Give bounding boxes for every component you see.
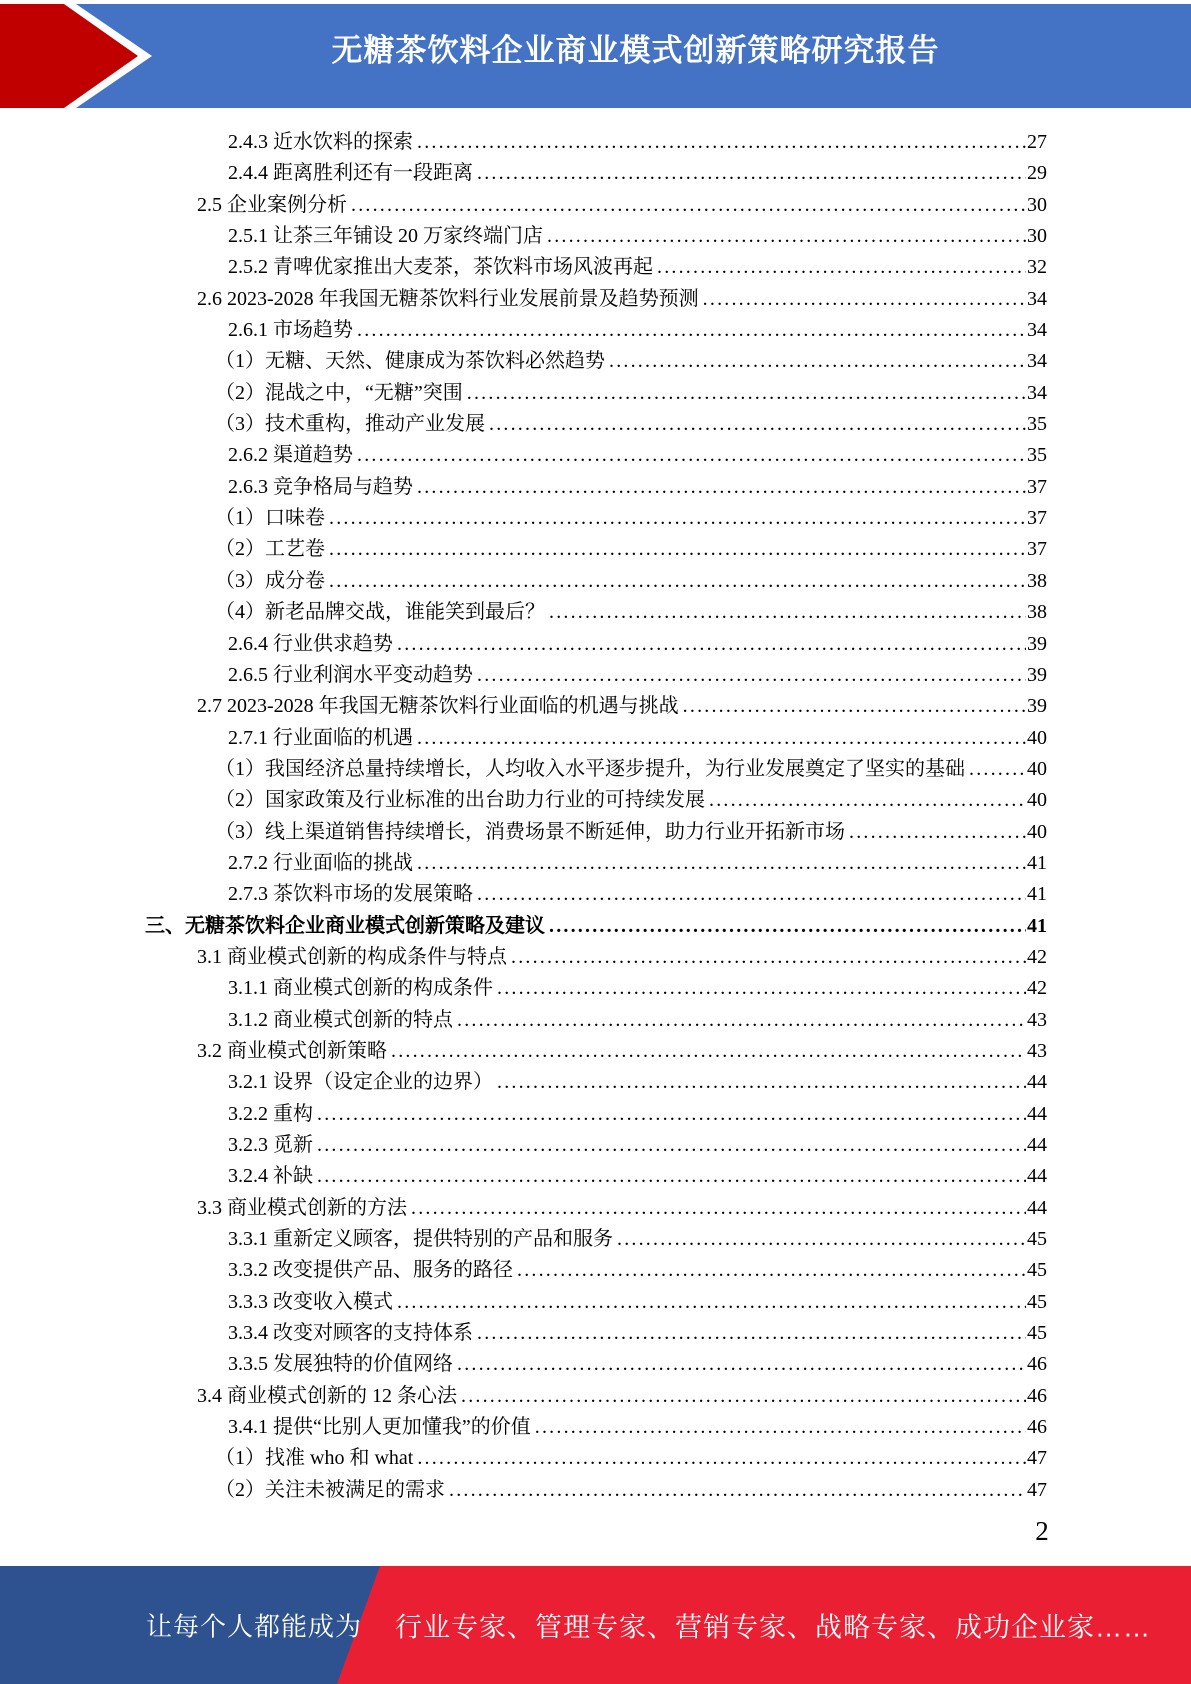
toc-leader-dots [417, 472, 1026, 503]
toc-entry-title: （2）工艺卷 [215, 538, 325, 561]
footer-band [0, 1566, 1191, 1684]
toc-entry[interactable] [0, 127, 1047, 158]
toc-entry-title: 3.3.3 改变收入模式 [228, 1290, 393, 1313]
toc-entry-title: 2.7.1 行业面临的机遇 [228, 726, 413, 749]
toc-entry[interactable] [0, 566, 1047, 597]
header-band [0, 4, 1191, 108]
toc-entry-title: （1）无糖、天然、健康成为茶饮料必然趋势 [215, 350, 605, 373]
toc-page-number: 42 [1027, 945, 1047, 968]
toc-entry[interactable] [0, 691, 1047, 722]
toc-leader-dots [449, 1475, 1026, 1506]
toc-entry-title: 3.1.1 商业模式创新的构成条件 [228, 977, 493, 1000]
toc-entry-title: 3.4 商业模式创新的 12 条心法 [197, 1384, 457, 1407]
toc-page-number: 41 [1027, 851, 1047, 874]
toc-entry-title: （1）我国经济总量持续增长，人均收入水平逐步提升，为行业发展奠定了坚实的基础 [215, 757, 965, 780]
toc-entry[interactable] [0, 378, 1047, 409]
toc-entry-title: 2.7 2023-2028 年我国无糖茶饮料行业面临的机遇与挑战 [197, 695, 679, 718]
toc-page-number: 27 [1027, 131, 1047, 153]
toc-entry[interactable] [0, 723, 1047, 754]
toc-leader-dots [477, 1318, 1026, 1349]
toc-leader-dots [535, 1412, 1026, 1443]
toc-leader-dots [397, 629, 1026, 660]
toc-page-number: 43 [1027, 1008, 1047, 1031]
toc-page-number: 32 [1027, 256, 1047, 279]
toc-entry[interactable] [0, 1130, 1047, 1161]
toc-entry[interactable] [0, 1005, 1047, 1036]
toc-entry-title: 3.2.2 重构 [228, 1102, 313, 1125]
arrow-red-shape [0, 4, 138, 108]
toc-page-number: 37 [1027, 507, 1047, 530]
toc-entry[interactable] [0, 440, 1047, 471]
toc-entry-title: 2.6.2 渠道趋势 [228, 444, 353, 467]
toc-entry-title: （3）技术重构，推动产业发展 [215, 413, 485, 436]
toc-leader-dots [317, 1099, 1026, 1130]
toc-entry[interactable] [0, 1255, 1047, 1286]
toc-page-number: 38 [1027, 601, 1047, 624]
toc-entry[interactable] [0, 1412, 1047, 1443]
toc-entry-title: （3）成分卷 [215, 569, 325, 592]
toc-entry[interactable] [0, 629, 1047, 660]
toc-entry-title: 2.7.3 茶饮料市场的发展策略 [228, 883, 473, 906]
toc-page-number: 29 [1027, 162, 1047, 185]
toc-entry-title: 三、无糖茶饮料企业商业模式创新策略及建议 [145, 914, 545, 937]
toc-entry-title: 3.3.2 改变提供产品、服务的路径 [228, 1259, 513, 1282]
toc-entry[interactable] [0, 1099, 1047, 1130]
toc-entry-title: 2.5 企业案例分析 [197, 193, 347, 216]
toc-entry-title: （1）找准 who 和 what [215, 1447, 414, 1470]
toc-entry[interactable] [0, 660, 1047, 691]
toc-entry-title: 3.3.1 重新定义顾客，提供特别的产品和服务 [228, 1228, 613, 1251]
toc-entry-title: 3.2.3 觅新 [228, 1134, 313, 1156]
toc-entry[interactable] [0, 472, 1047, 503]
toc-leader-dots [549, 911, 1026, 942]
toc-leader-dots [497, 973, 1026, 1004]
toc-leader-dots [549, 597, 1026, 628]
toc-entry-title: 3.2.1 设界（设定企业的边界） [228, 1071, 493, 1094]
toc-page-number: 47 [1027, 1478, 1047, 1501]
toc-entry-title: （2）关注未被满足的需求 [215, 1478, 445, 1501]
toc-entry[interactable] [0, 754, 1047, 785]
toc-entry-title: （2）国家政策及行业标准的出台助力行业的可持续发展 [215, 789, 705, 812]
toc-entry[interactable] [0, 817, 1047, 848]
toc-leader-dots [489, 409, 1026, 440]
footer-slogan-right: 行业专家、管理专家、营销专家、战略专家、成功企业家…… [395, 1612, 1151, 1643]
page-number: 2 [1035, 1516, 1049, 1546]
toc-entry-title: 2.6.1 市场趋势 [228, 319, 353, 342]
toc-entry-title: 3.2.4 补缺 [228, 1165, 313, 1188]
toc-entry[interactable] [0, 911, 1047, 942]
toc-list [0, 127, 1047, 1506]
toc-page-number: 45 [1027, 1290, 1047, 1313]
toc-entry-title: （1）口味卷 [215, 507, 325, 530]
toc-entry-title: 2.7.2 行业面临的挑战 [228, 851, 413, 874]
toc-leader-dots [477, 158, 1026, 189]
toc-entry-title: 2.4.3 近水饮料的探索 [228, 131, 413, 153]
toc-leader-dots [357, 440, 1026, 471]
toc-entry[interactable] [0, 942, 1047, 973]
toc-page-number: 34 [1027, 381, 1047, 404]
toc-entry-title: 2.4.4 距离胜利还有一段距离 [228, 162, 473, 185]
toc-page-number: 45 [1027, 1322, 1047, 1345]
toc-page-number: 34 [1027, 350, 1047, 373]
toc-leader-dots [457, 1349, 1026, 1380]
toc-leader-dots [849, 817, 1026, 848]
toc-leader-dots [703, 284, 1026, 315]
toc-leader-dots [391, 1036, 1026, 1067]
toc-entry[interactable] [0, 785, 1047, 816]
toc-entry[interactable] [0, 409, 1047, 440]
toc-page-number: 45 [1027, 1228, 1047, 1251]
toc-entry-title: 2.5.1 让茶三年铺设 20 万家终端门店 [228, 225, 543, 248]
toc-page-number: 44 [1027, 1071, 1047, 1094]
toc-page-number: 35 [1027, 444, 1047, 467]
toc-entry[interactable] [0, 284, 1047, 315]
toc-page-number: 46 [1027, 1416, 1047, 1439]
toc-entry-title: 2.6.3 竞争格局与趋势 [228, 475, 413, 498]
toc-leader-dots [657, 252, 1026, 283]
toc-entry[interactable] [0, 158, 1047, 189]
toc-leader-dots [683, 691, 1026, 722]
toc-entry-title: （2）混战之中，“无糖”突围 [215, 381, 463, 404]
arrow-icon [0, 4, 160, 108]
toc-page-number: 47 [1027, 1447, 1047, 1470]
toc-entry[interactable] [0, 848, 1047, 879]
toc-page-number: 37 [1027, 538, 1047, 561]
toc-entry-title: 2.6 2023-2028 年我国无糖茶饮料行业发展前景及趋势预测 [197, 287, 699, 310]
toc-leader-dots [477, 879, 1026, 910]
toc-entry[interactable] [0, 346, 1047, 377]
toc-entry[interactable] [0, 879, 1047, 910]
toc-entry-title: （4）新老品牌交战，谁能笑到最后？ [215, 601, 545, 624]
toc-page-number: 42 [1027, 977, 1047, 1000]
toc-page-number: 34 [1027, 287, 1047, 310]
toc-page-number: 38 [1027, 569, 1047, 592]
toc-entry[interactable] [0, 1443, 1047, 1474]
toc-entry[interactable] [0, 534, 1047, 565]
toc-leader-dots [709, 785, 1026, 816]
toc-leader-dots [417, 1443, 1026, 1474]
toc-page-number: 44 [1027, 1134, 1047, 1156]
toc-page-number: 44 [1027, 1165, 1047, 1188]
toc-leader-dots [461, 1381, 1026, 1412]
toc-entry-title: 2.6.4 行业供求趋势 [228, 632, 393, 655]
toc-leader-dots [969, 754, 1026, 785]
toc-leader-dots [351, 190, 1026, 221]
toc-leader-dots [417, 848, 1026, 879]
toc-page-number: 40 [1027, 757, 1047, 780]
toc-entry[interactable] [0, 315, 1047, 346]
toc-entry[interactable] [0, 1193, 1047, 1224]
toc-leader-dots [517, 1255, 1026, 1286]
toc-entry[interactable] [0, 1475, 1047, 1506]
toc-entry-title: 3.2 商业模式创新策略 [197, 1039, 387, 1062]
toc-entry[interactable] [0, 1224, 1047, 1255]
toc-entry[interactable] [0, 1318, 1047, 1349]
toc-leader-dots [477, 660, 1026, 691]
toc-leader-dots [329, 503, 1026, 534]
toc-leader-dots [357, 315, 1026, 346]
toc-entry[interactable] [0, 190, 1047, 221]
toc-leader-dots [317, 1161, 1026, 1192]
toc-entry[interactable] [0, 973, 1047, 1004]
toc-entry[interactable] [0, 1161, 1047, 1192]
toc-page-number: 37 [1027, 475, 1047, 498]
toc-entry[interactable] [0, 1036, 1047, 1067]
toc-leader-dots [457, 1005, 1026, 1036]
toc-page-number: 46 [1027, 1384, 1047, 1407]
toc-page-number: 39 [1027, 663, 1047, 686]
toc-leader-dots [547, 221, 1026, 252]
toc-entry-title: （3）线上渠道销售持续增长，消费场景不断延伸，助力行业开拓新市场 [215, 820, 845, 843]
toc-leader-dots [617, 1224, 1026, 1255]
toc-entry-title: 3.3.4 改变对顾客的支持体系 [228, 1322, 473, 1345]
toc-entry[interactable] [0, 221, 1047, 252]
toc-page-number: 43 [1027, 1039, 1047, 1062]
toc-page-number: 35 [1027, 413, 1047, 436]
toc-page-number: 30 [1027, 225, 1047, 248]
toc-page-number: 41 [1027, 914, 1047, 937]
toc-entry-title: 2.5.2 青啤优家推出大麦茶，茶饮料市场风波再起 [228, 256, 653, 279]
report-title: 无糖茶饮料企业商业模式创新策略研究报告 [331, 32, 940, 68]
toc-page-number: 34 [1027, 319, 1047, 342]
toc-leader-dots [329, 566, 1026, 597]
toc-entry[interactable] [0, 252, 1047, 283]
toc-leader-dots [467, 378, 1026, 409]
toc-page-number: 44 [1027, 1196, 1047, 1219]
toc-leader-dots [411, 1193, 1026, 1224]
toc-leader-dots [497, 1067, 1026, 1098]
toc-leader-dots [417, 723, 1026, 754]
toc-entry[interactable] [0, 1349, 1047, 1380]
toc-page-number: 40 [1027, 726, 1047, 749]
toc-leader-dots [417, 127, 1026, 158]
toc-entry[interactable] [0, 1067, 1047, 1098]
toc-entry[interactable] [0, 503, 1047, 534]
toc-entry[interactable] [0, 1381, 1047, 1412]
toc-entry[interactable] [0, 1287, 1047, 1318]
toc-page-number: 41 [1027, 883, 1047, 906]
toc-page-number: 39 [1027, 695, 1047, 718]
toc-page-number: 46 [1027, 1353, 1047, 1376]
toc-entry-title: 3.3 商业模式创新的方法 [197, 1196, 407, 1219]
toc-leader-dots [317, 1130, 1026, 1161]
toc-page-number: 44 [1027, 1102, 1047, 1125]
toc-page-number: 39 [1027, 632, 1047, 655]
toc-entry[interactable] [0, 597, 1047, 628]
toc-leader-dots [511, 942, 1026, 973]
toc-page-number: 45 [1027, 1259, 1047, 1282]
toc-entry-title: 3.1.2 商业模式创新的特点 [228, 1008, 453, 1031]
toc-leader-dots [397, 1287, 1026, 1318]
toc-entry-title: 3.4.1 提供“比别人更加懂我”的价值 [228, 1416, 531, 1439]
toc-leader-dots [329, 534, 1026, 565]
toc-page-number: 40 [1027, 820, 1047, 843]
footer-slogan-left: 让每个人都能成为 [146, 1611, 363, 1642]
toc-entry-title: 3.3.5 发展独特的价值网络 [228, 1353, 453, 1376]
toc-page-number: 40 [1027, 789, 1047, 812]
toc-leader-dots [609, 346, 1026, 377]
toc-entry-title: 2.6.5 行业利润水平变动趋势 [228, 663, 473, 686]
toc-entry-title: 3.1 商业模式创新的构成条件与特点 [197, 945, 507, 968]
toc-page-number: 30 [1027, 193, 1047, 216]
